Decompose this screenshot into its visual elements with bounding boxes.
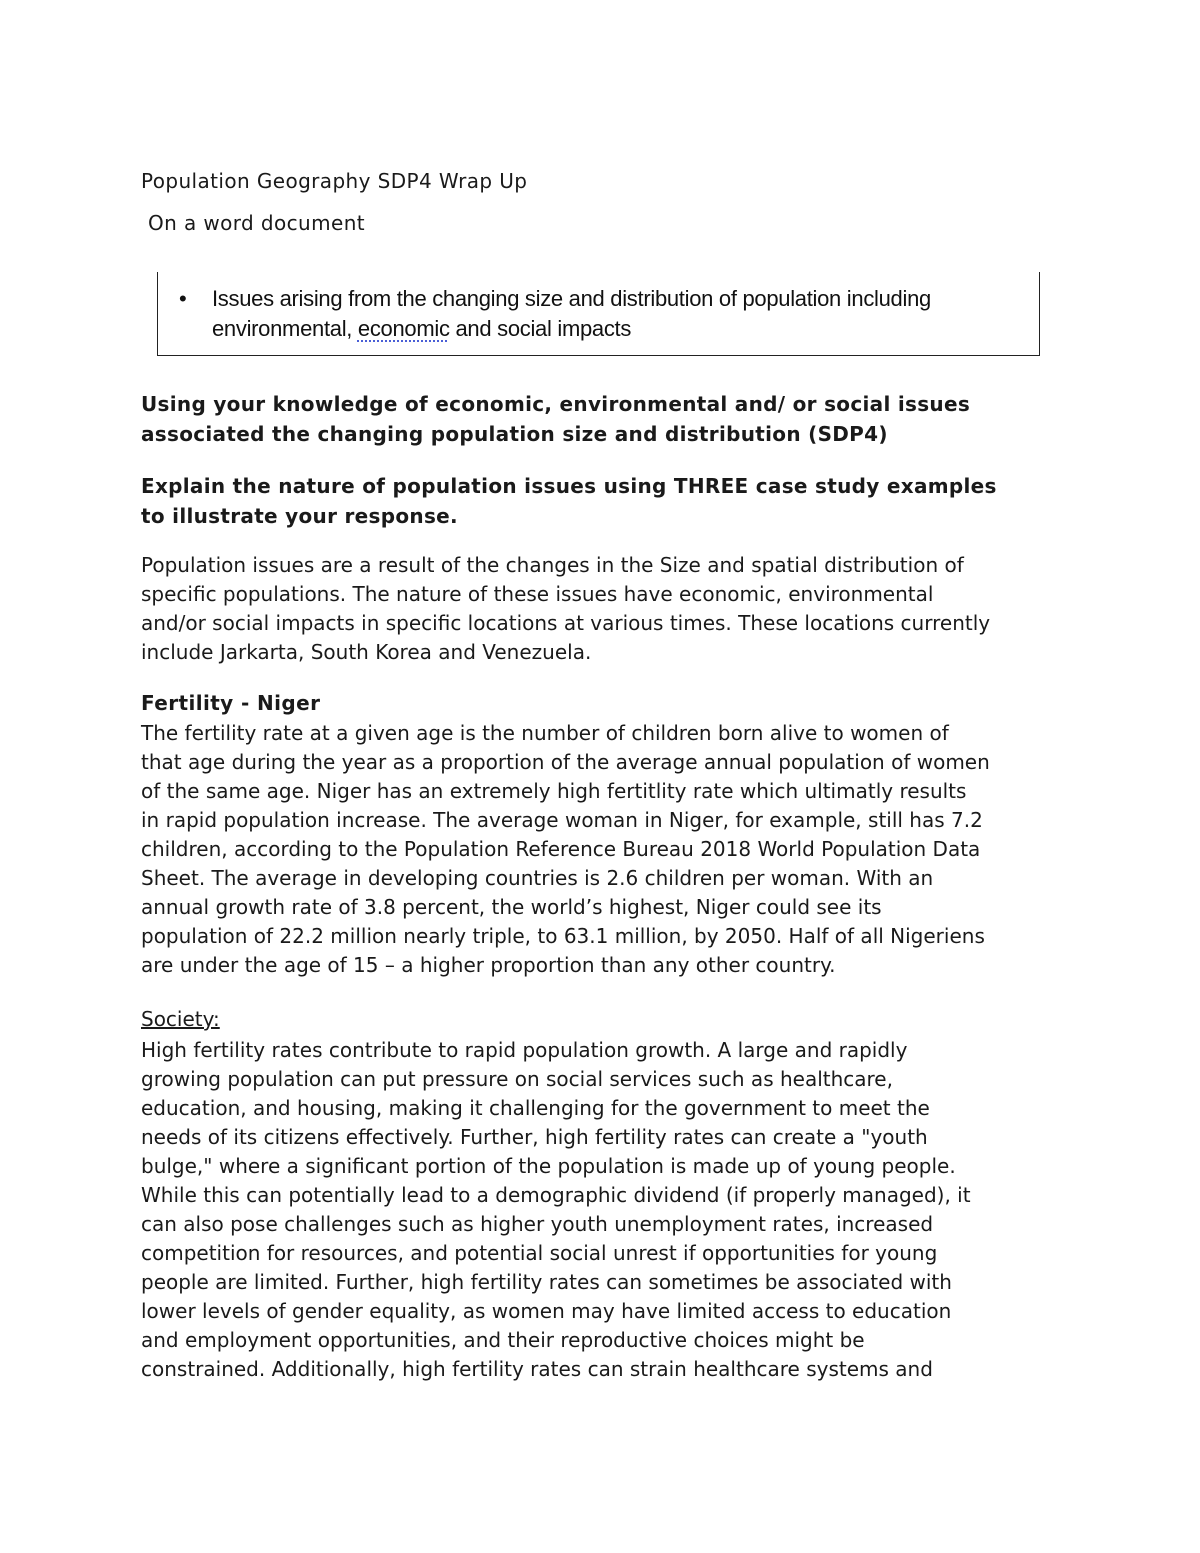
paragraph-line: competition for resources, and potential social unrest if opportunities for young (141, 1241, 938, 1265)
paragraph-line: annual growth rate of 3.8 percent, the world’s highest, Niger could see its (141, 895, 882, 919)
question-one (141, 389, 1081, 449)
society-paragraph (141, 1036, 1081, 1384)
fertility-paragraph (141, 719, 1081, 980)
paragraph-line: specific populations. The nature of these issues have economic, environmental (141, 582, 934, 606)
paragraph-line: include Jarkarta, South Korea and Venezuela. (141, 640, 592, 664)
paragraph-line: of the same age. Niger has an extremely high fertitlity rate which ultimatly results (141, 779, 967, 803)
paragraph-line: and employment opportunities, and their reproductive choices might be (141, 1328, 865, 1352)
paragraph-line: High fertility rates contribute to rapid population growth. A large and rapidly (141, 1038, 908, 1062)
paragraph-line: constrained. Additionally, high fertility rates can strain healthcare systems and (141, 1357, 933, 1381)
syllabus-bullet-item (179, 284, 1012, 344)
question-two-line: Explain the nature of population issues using THREE case study examples (141, 474, 997, 498)
spellcheck-underlined-word: economic (357, 316, 450, 341)
bullet-icon: • (179, 286, 187, 311)
paragraph-line: bulge," where a significant portion of the population is made up of young people. (141, 1154, 956, 1178)
paragraph-line: population of 22.2 million nearly triple, to 63.1 million, by 2050. Half of all Nigeriens (141, 924, 985, 948)
paragraph-line: and/or social impacts in specific locations at various times. These locations currently (141, 611, 991, 635)
document-subtitle: On a word document (148, 211, 366, 235)
question-two (141, 471, 1081, 531)
bullet-text-end: and social impacts (449, 316, 632, 341)
document-title: Population Geography SDP4 Wrap Up (141, 169, 528, 193)
bullet-text-start: Issues arising from the changing size and distribution of population including environmental, (212, 286, 931, 341)
syllabus-box (157, 272, 1040, 356)
paragraph-line: are under the age of 15 – a higher proportion than any other country. (141, 953, 836, 977)
paragraph-line: The fertility rate at a given age is the number of children born alive to women of (141, 721, 949, 745)
intro-paragraph (141, 551, 1081, 667)
paragraph-line: While this can potentially lead to a demographic dividend (if properly managed), it (141, 1183, 971, 1207)
paragraph-line: Population issues are a result of the changes in the Size and spatial distribution of (141, 553, 964, 577)
question-two-line: to illustrate your response. (141, 504, 458, 528)
paragraph-line: can also pose challenges such as higher youth unemployment rates, increased (141, 1212, 934, 1236)
paragraph-line: Sheet. The average in developing countries is 2.6 children per woman. With an (141, 866, 934, 890)
paragraph-line: people are limited. Further, high fertility rates can sometimes be associated with (141, 1270, 952, 1294)
paragraph-line: education, and housing, making it challenging for the government to meet the (141, 1096, 930, 1120)
paragraph-line: children, according to the Population Reference Bureau 2018 World Population Data (141, 837, 981, 861)
paragraph-line: needs of its citizens effectively. Further, high fertility rates can create a "youth (141, 1125, 928, 1149)
society-subheading: Society: (141, 1007, 220, 1031)
section-heading: Fertility - Niger (141, 691, 321, 715)
question-one-line: Using your knowledge of economic, environmental and/ or social issues (141, 392, 971, 416)
paragraph-line: lower levels of gender equality, as women may have limited access to education (141, 1299, 952, 1323)
paragraph-line: in rapid population increase. The average woman in Niger, for example, still has 7.2 (141, 808, 983, 832)
question-one-line: associated the changing population size and distribution (SDP4) (141, 422, 888, 446)
paragraph-line: that age during the year as a proportion of the average annual population of women (141, 750, 990, 774)
syllabus-list (179, 284, 1012, 344)
paragraph-line: growing population can put pressure on social services such as healthcare, (141, 1067, 893, 1091)
